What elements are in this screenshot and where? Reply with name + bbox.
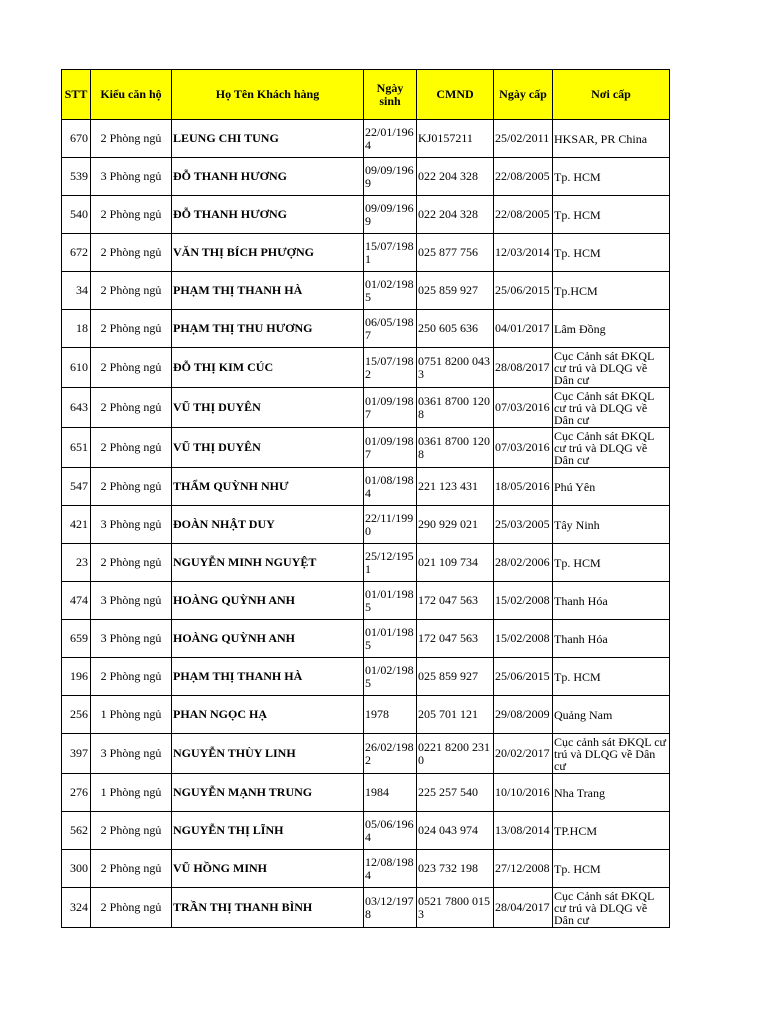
cell-issue-place: Tp.HCM <box>553 272 670 310</box>
cell-issue-date: 12/03/2014 <box>494 234 553 272</box>
cell-id-number: 250 605 636 <box>417 310 494 348</box>
cell-date-of-birth: 09/09/1969 <box>364 158 417 196</box>
cell-issue-date: 25/03/2005 <box>494 506 553 544</box>
cell-id-number: 024 043 974 <box>417 812 494 850</box>
cell-date-of-birth: 01/02/1985 <box>364 658 417 696</box>
cell-issue-date: 22/08/2005 <box>494 158 553 196</box>
cell-issue-place: Tp. HCM <box>553 196 670 234</box>
cell-apartment-type: 1 Phòng ngủ <box>91 696 172 734</box>
cell-stt: 300 <box>62 850 91 888</box>
header-apartment-type: Kiểu căn hộ <box>91 70 172 120</box>
table-row <box>62 310 670 348</box>
cell-id-number: 0521 7800 0153 <box>417 888 494 928</box>
cell-customer-name: HOÀNG QUỲNH ANH <box>172 582 364 620</box>
header-id-number: CMND <box>417 70 494 120</box>
cell-apartment-type: 2 Phòng ngủ <box>91 888 172 928</box>
cell-customer-name: PHẠM THỊ THANH HÀ <box>172 272 364 310</box>
cell-issue-place: HKSAR, PR China <box>553 120 670 158</box>
cell-date-of-birth: 01/08/1984 <box>364 468 417 506</box>
cell-stt: 547 <box>62 468 91 506</box>
header-customer-name: Họ Tên Khách hàng <box>172 70 364 120</box>
cell-customer-name: HOÀNG QUỲNH ANH <box>172 620 364 658</box>
table-row <box>62 388 670 428</box>
cell-id-number: KJ0157211 <box>417 120 494 158</box>
cell-date-of-birth: 01/02/1985 <box>364 272 417 310</box>
cell-stt: 651 <box>62 428 91 468</box>
table-row <box>62 658 670 696</box>
cell-apartment-type: 2 Phòng ngủ <box>91 272 172 310</box>
cell-customer-name: VŨ THỊ DUYÊN <box>172 428 364 468</box>
cell-customer-name: ĐỖ THANH HƯƠNG <box>172 158 364 196</box>
table-row <box>62 582 670 620</box>
cell-apartment-type: 2 Phòng ngủ <box>91 120 172 158</box>
cell-stt: 610 <box>62 348 91 388</box>
cell-date-of-birth: 06/05/1987 <box>364 310 417 348</box>
cell-apartment-type: 2 Phòng ngủ <box>91 234 172 272</box>
cell-issue-place: Tp. HCM <box>553 234 670 272</box>
cell-customer-name: TRẦN THỊ THANH BÌNH <box>172 888 364 928</box>
cell-issue-place: Tp. HCM <box>553 544 670 582</box>
cell-stt: 421 <box>62 506 91 544</box>
cell-date-of-birth: 05/06/1964 <box>364 812 417 850</box>
cell-issue-date: 22/08/2005 <box>494 196 553 234</box>
cell-customer-name: VŨ HỒNG MINH <box>172 850 364 888</box>
cell-issue-place: Cục Cảnh sát ĐKQL cư trú và DLQG về Dân cư <box>553 388 670 428</box>
cell-issue-place: Nha Trang <box>553 774 670 812</box>
customer-table <box>61 69 670 928</box>
table-row <box>62 348 670 388</box>
header-stt: STT <box>62 70 91 120</box>
cell-apartment-type: 3 Phòng ngủ <box>91 620 172 658</box>
cell-issue-place: Lâm Đồng <box>553 310 670 348</box>
cell-id-number: 0751 8200 0433 <box>417 348 494 388</box>
cell-stt: 540 <box>62 196 91 234</box>
cell-stt: 256 <box>62 696 91 734</box>
cell-apartment-type: 2 Phòng ngủ <box>91 544 172 582</box>
cell-date-of-birth: 1978 <box>364 696 417 734</box>
cell-date-of-birth: 22/01/1964 <box>364 120 417 158</box>
header-issue-date: Ngày cấp <box>494 70 553 120</box>
header-date-of-birth: Ngày sinh <box>364 70 417 120</box>
cell-id-number: 172 047 563 <box>417 620 494 658</box>
cell-customer-name: VŨ THỊ DUYÊN <box>172 388 364 428</box>
cell-id-number: 221 123 431 <box>417 468 494 506</box>
cell-issue-date: 25/02/2011 <box>494 120 553 158</box>
cell-apartment-type: 2 Phòng ngủ <box>91 348 172 388</box>
cell-date-of-birth: 15/07/1981 <box>364 234 417 272</box>
cell-issue-place: Tây Ninh <box>553 506 670 544</box>
cell-apartment-type: 2 Phòng ngủ <box>91 812 172 850</box>
cell-issue-date: 28/02/2006 <box>494 544 553 582</box>
table-row <box>62 544 670 582</box>
cell-stt: 672 <box>62 234 91 272</box>
cell-issue-date: 13/08/2014 <box>494 812 553 850</box>
cell-issue-date: 04/01/2017 <box>494 310 553 348</box>
cell-issue-place: Cục Cảnh sát ĐKQL cư trú và DLQG về Dân cư <box>553 348 670 388</box>
cell-stt: 23 <box>62 544 91 582</box>
cell-id-number: 172 047 563 <box>417 582 494 620</box>
cell-customer-name: NGUYỄN MẠNH TRUNG <box>172 774 364 812</box>
table-row <box>62 506 670 544</box>
cell-issue-place: Thanh Hóa <box>553 620 670 658</box>
cell-stt: 562 <box>62 812 91 850</box>
header-issue-place: Nơi cấp <box>553 70 670 120</box>
cell-id-number: 0221 8200 2310 <box>417 734 494 774</box>
cell-customer-name: NGUYỄN THỊ LĨNH <box>172 812 364 850</box>
table-row <box>62 234 670 272</box>
table-row <box>62 888 670 928</box>
cell-date-of-birth: 03/12/1978 <box>364 888 417 928</box>
cell-id-number: 225 257 540 <box>417 774 494 812</box>
cell-apartment-type: 2 Phòng ngủ <box>91 850 172 888</box>
cell-stt: 324 <box>62 888 91 928</box>
cell-customer-name: ĐỖ THANH HƯƠNG <box>172 196 364 234</box>
cell-customer-name: NGUYỄN MINH NGUYỆT <box>172 544 364 582</box>
cell-date-of-birth: 01/01/1985 <box>364 620 417 658</box>
cell-customer-name: ĐỖ THỊ KIM CÚC <box>172 348 364 388</box>
cell-stt: 643 <box>62 388 91 428</box>
cell-date-of-birth: 26/02/1982 <box>364 734 417 774</box>
cell-customer-name: THẨM QUỲNH NHƯ <box>172 468 364 506</box>
cell-apartment-type: 2 Phòng ngủ <box>91 658 172 696</box>
cell-apartment-type: 2 Phòng ngủ <box>91 388 172 428</box>
cell-stt: 276 <box>62 774 91 812</box>
cell-stt: 670 <box>62 120 91 158</box>
cell-issue-place: Phú Yên <box>553 468 670 506</box>
table-row <box>62 696 670 734</box>
table-row <box>62 620 670 658</box>
cell-apartment-type: 2 Phòng ngủ <box>91 196 172 234</box>
cell-apartment-type: 3 Phòng ngủ <box>91 506 172 544</box>
cell-id-number: 025 877 756 <box>417 234 494 272</box>
cell-id-number: 0361 8700 1208 <box>417 428 494 468</box>
cell-apartment-type: 1 Phòng ngủ <box>91 774 172 812</box>
cell-issue-date: 15/02/2008 <box>494 620 553 658</box>
cell-customer-name: VĂN THỊ BÍCH PHƯỢNG <box>172 234 364 272</box>
cell-issue-date: 07/03/2016 <box>494 428 553 468</box>
cell-id-number: 025 859 927 <box>417 658 494 696</box>
cell-issue-date: 25/06/2015 <box>494 272 553 310</box>
header-row <box>62 70 670 120</box>
cell-apartment-type: 3 Phòng ngủ <box>91 582 172 620</box>
cell-issue-date: 27/12/2008 <box>494 850 553 888</box>
cell-id-number: 290 929 021 <box>417 506 494 544</box>
cell-stt: 18 <box>62 310 91 348</box>
cell-customer-name: LEUNG CHI TUNG <box>172 120 364 158</box>
cell-apartment-type: 2 Phòng ngủ <box>91 468 172 506</box>
cell-apartment-type: 3 Phòng ngủ <box>91 158 172 196</box>
cell-issue-place: Cục Cảnh sát ĐKQL cư trú và DLQG về Dân cư <box>553 428 670 468</box>
cell-date-of-birth: 01/01/1985 <box>364 582 417 620</box>
cell-id-number: 022 204 328 <box>417 196 494 234</box>
cell-date-of-birth: 25/12/1951 <box>364 544 417 582</box>
table-row <box>62 734 670 774</box>
cell-issue-place: Tp. HCM <box>553 158 670 196</box>
table-row <box>62 812 670 850</box>
cell-issue-place: Tp. HCM <box>553 850 670 888</box>
cell-issue-date: 29/08/2009 <box>494 696 553 734</box>
cell-id-number: 021 109 734 <box>417 544 494 582</box>
cell-date-of-birth: 01/09/1987 <box>364 388 417 428</box>
cell-customer-name: NGUYỄN THÙY LINH <box>172 734 364 774</box>
cell-issue-date: 28/04/2017 <box>494 888 553 928</box>
cell-date-of-birth: 15/07/1982 <box>364 348 417 388</box>
table-row <box>62 196 670 234</box>
cell-apartment-type: 3 Phòng ngủ <box>91 734 172 774</box>
cell-date-of-birth: 12/08/1984 <box>364 850 417 888</box>
cell-stt: 196 <box>62 658 91 696</box>
cell-date-of-birth: 09/09/1969 <box>364 196 417 234</box>
cell-stt: 474 <box>62 582 91 620</box>
cell-customer-name: PHẠM THỊ THU HƯƠNG <box>172 310 364 348</box>
cell-apartment-type: 2 Phòng ngủ <box>91 428 172 468</box>
cell-date-of-birth: 01/09/1987 <box>364 428 417 468</box>
cell-id-number: 022 204 328 <box>417 158 494 196</box>
cell-apartment-type: 2 Phòng ngủ <box>91 310 172 348</box>
cell-issue-date: 18/05/2016 <box>494 468 553 506</box>
cell-issue-date: 25/06/2015 <box>494 658 553 696</box>
cell-issue-place: TP.HCM <box>553 812 670 850</box>
cell-customer-name: ĐOÀN NHẬT DUY <box>172 506 364 544</box>
cell-issue-place: Tp. HCM <box>553 658 670 696</box>
cell-stt: 539 <box>62 158 91 196</box>
table-row <box>62 850 670 888</box>
table-row <box>62 272 670 310</box>
cell-id-number: 0361 8700 1208 <box>417 388 494 428</box>
cell-customer-name: PHAN NGỌC HẠ <box>172 696 364 734</box>
table-row <box>62 120 670 158</box>
cell-issue-place: Thanh Hóa <box>553 582 670 620</box>
cell-issue-place: Cục cảnh sát ĐKQL cư trú và DLQG về Dân cư <box>553 734 670 774</box>
cell-issue-date: 07/03/2016 <box>494 388 553 428</box>
cell-id-number: 205 701 121 <box>417 696 494 734</box>
table-row <box>62 468 670 506</box>
cell-id-number: 023 732 198 <box>417 850 494 888</box>
cell-issue-date: 20/02/2017 <box>494 734 553 774</box>
cell-date-of-birth: 1984 <box>364 774 417 812</box>
cell-date-of-birth: 22/11/1990 <box>364 506 417 544</box>
table-row <box>62 774 670 812</box>
cell-issue-date: 10/10/2016 <box>494 774 553 812</box>
cell-issue-date: 15/02/2008 <box>494 582 553 620</box>
table-row <box>62 428 670 468</box>
cell-stt: 397 <box>62 734 91 774</box>
cell-stt: 34 <box>62 272 91 310</box>
cell-id-number: 025 859 927 <box>417 272 494 310</box>
cell-customer-name: PHẠM THỊ THANH HÀ <box>172 658 364 696</box>
cell-issue-place: Quảng Nam <box>553 696 670 734</box>
cell-issue-place: Cục Cảnh sát ĐKQL cư trú và DLQG về Dân cư <box>553 888 670 928</box>
table-row <box>62 158 670 196</box>
cell-stt: 659 <box>62 620 91 658</box>
cell-issue-date: 28/08/2017 <box>494 348 553 388</box>
